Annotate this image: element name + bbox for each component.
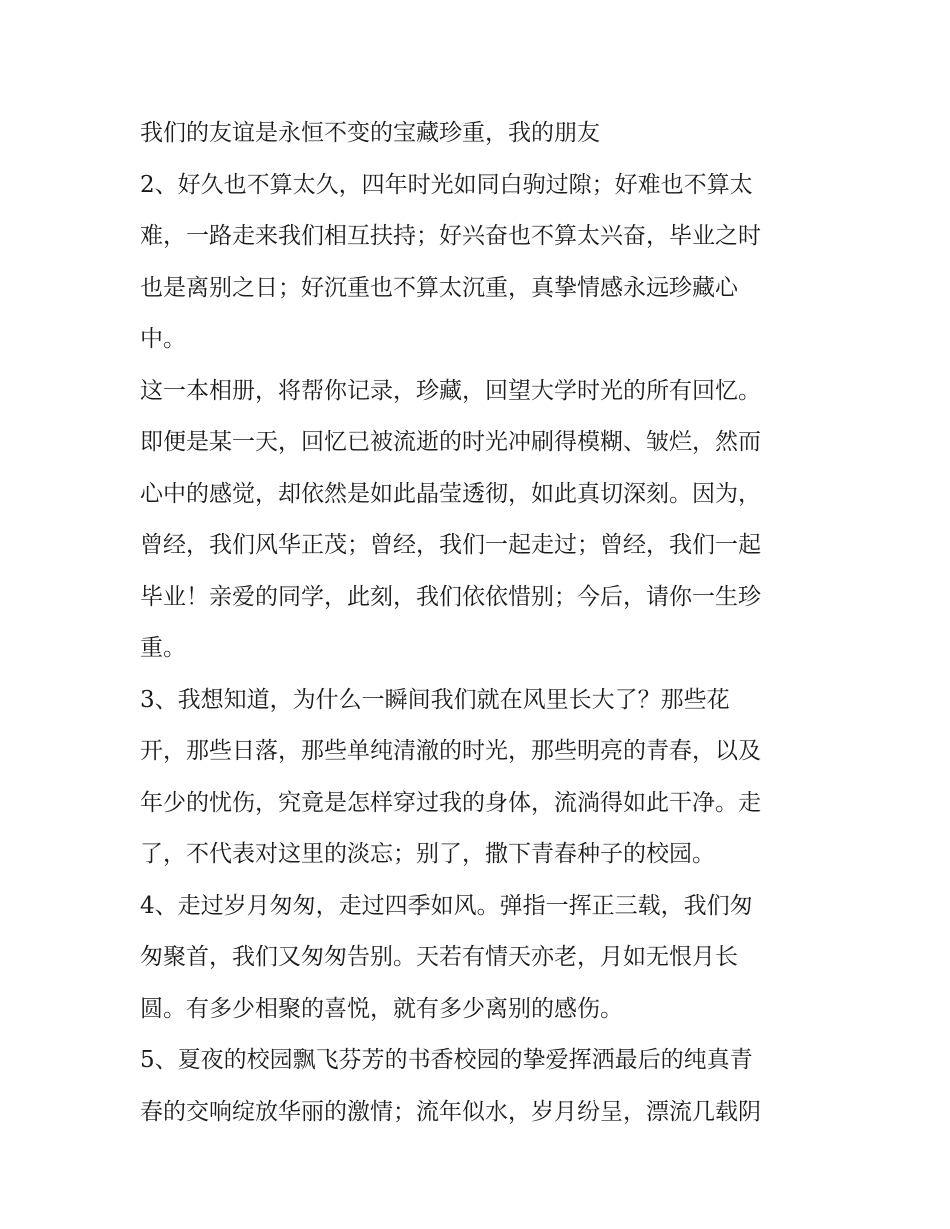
text-line: 2、好久也不算太久，四年时光如同白驹过隙；好难也不算太 [140,171,753,198]
text-line: 了，不代表对这里的淡忘；别了，撒下青春种子的校园。 [140,841,715,867]
text-line: 开，那些日落，那些单纯清澈的时光，那些明亮的青春，以及 [140,738,761,764]
text-line: 5、夏夜的校园飘飞芬芳的书香校园的挚爱挥洒最后的纯真青 [140,1047,753,1073]
text-line: 曾经，我们风华正茂；曾经，我们一起走过；曾经，我们一起 [140,532,761,558]
text-line: 4、走过岁月匆匆，走过四季如风。弹指一挥正三载，我们匆 [140,892,753,919]
text-line: 3、我想知道，为什么一瞬间我们就在风里长大了？那些花 [140,686,730,713]
text-line: 毕业！亲爱的同学，此刻，我们依依惜别；今后，请你一生珍 [140,583,761,610]
text-line: 圆。有多少相聚的喜悦，就有多少离别的感伤。 [140,995,623,1022]
text-line: 难，一路走来我们相互扶持；好兴奋也不算太兴奋，毕业之时 [140,223,761,249]
text-line: 这一本相册，将帮你记录，珍藏，回望大学时光的所有回忆。 [140,377,761,404]
text-line: 即便是某一天，回忆已被流逝的时光冲刷得模糊、皱烂，然而 [140,429,761,455]
text-line: 中。 [140,326,186,352]
text-line: 匆聚首，我们又匆匆告别。天若有情天亦老，月如无恨月长 [140,944,738,970]
text-line: 我们的友谊是永恒不变的宝藏珍重，我的朋友 [140,120,600,146]
text-line: 年少的忧伤，究竟是怎样穿过我的身体，流淌得如此干净。走 [140,789,761,816]
text-line: 重。 [140,635,186,661]
document-body [140,108,820,1138]
text-line: 心中的感觉，却依然是如此晶莹透彻，如此真切深刻。因为， [140,480,761,507]
text-line: 春的交响绽放华丽的激情；流年似水，岁月纷呈，漂流几载阴 [140,1098,761,1125]
text-line: 也是离别之日；好沉重也不算太沉重，真挚情感永远珍藏心 [140,274,738,301]
